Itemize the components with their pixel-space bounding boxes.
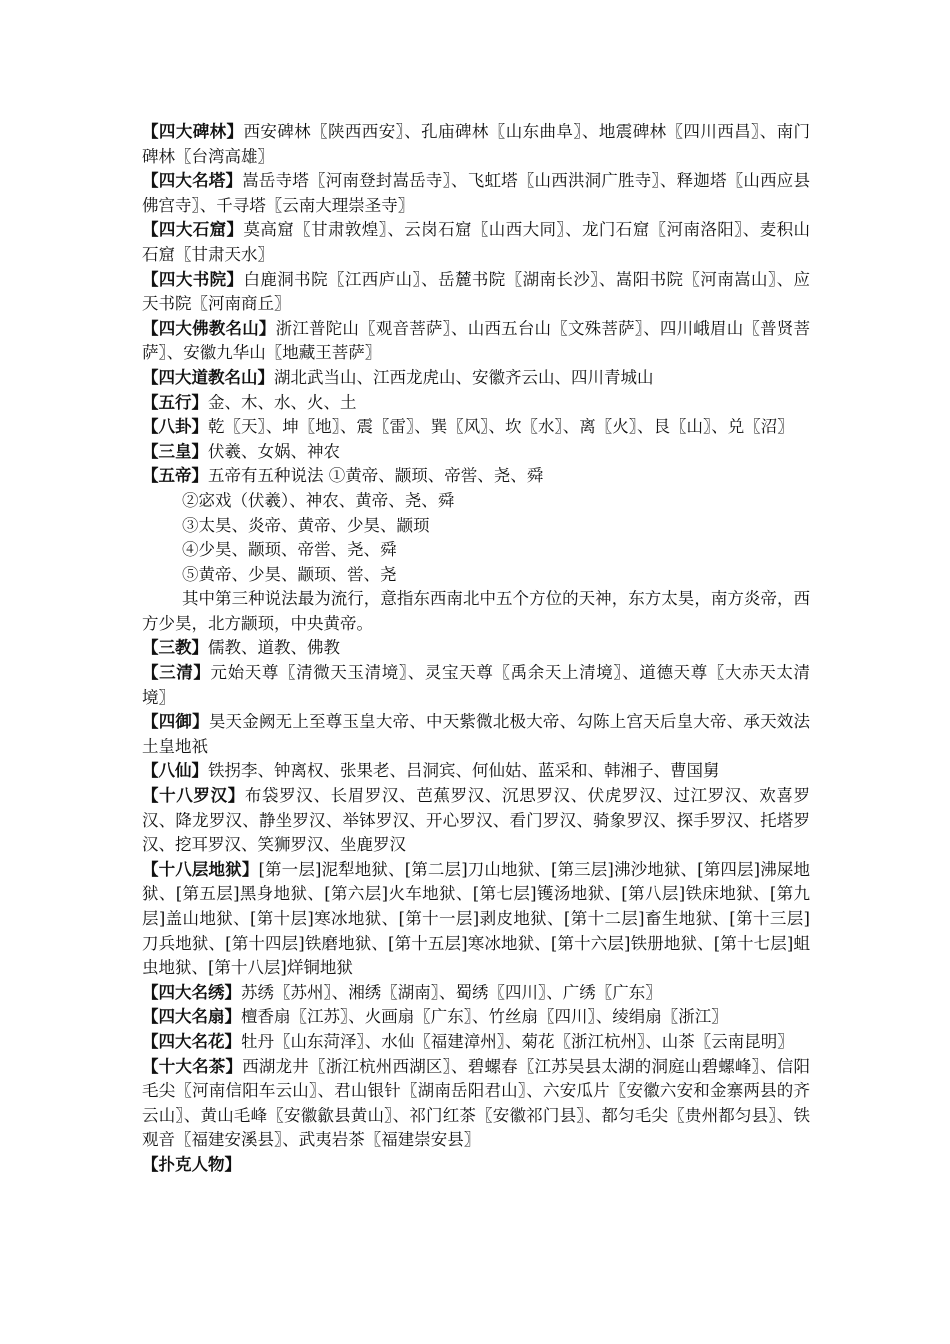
entry-five-emperors [142, 464, 810, 489]
entry-title: 【四大名花】 [142, 1031, 241, 1051]
entry-three-pure-ones [142, 661, 810, 710]
entry-text: 布袋罗汉、长眉罗汉、芭蕉罗汉、沉思罗汉、伏虎罗汉、过江罗汉、欢喜罗汉、降龙罗汉、静坐罗汉、举钵罗汉、开心罗汉、看门罗汉、骑象罗汉、探手罗汉、托塔罗汉、挖耳罗汉、笑狮罗汉、坐鹿罗汉 [142, 786, 811, 855]
entry-eight-immortals [142, 759, 810, 784]
entry-text: 金、木、水、火、土 [208, 392, 357, 412]
entry-text: 伏羲、女娲、神农 [208, 441, 340, 461]
five-emperors-version-4: ④少昊、颛顼、帝喾、尧、舜 [182, 540, 397, 560]
five-emperors-version-2: ②宓戏（伏羲）、神农、黄帝、尧、舜 [182, 490, 455, 510]
entry-text: 乾〖天〗、坤〖地〗、震〖雷〗、巽〖风〗、坎〖水〗、离〖火〗、艮〖山〗、兑〖沼〗 [208, 417, 794, 437]
entry-text: 莫高窟〖甘肃敦煌〗、云岗石窟〖山西大同〗、龙门石窟〖河南洛阳〗、麦积山石窟〖甘肃天水〗 [142, 220, 810, 264]
entry-four-sovereigns [142, 710, 810, 759]
entry-title: 【三教】 [142, 638, 208, 658]
entry-text: 苏绣〖苏州〗、湘绣〖湖南〗、蜀绣〖四川〗、广绣〖广东〗 [241, 982, 662, 1002]
entry-title: 【五帝】 [142, 466, 208, 486]
entry-three-teachings [142, 636, 810, 661]
entry-four-fans [142, 1005, 810, 1030]
entry-title: 【五行】 [142, 392, 208, 412]
entry-buddhist-mountains [142, 317, 810, 366]
entry-text: 昊天金阙无上至尊玉皇大帝、中天紫微北极大帝、勾陈上宫天后皇大帝、承天效法土皇地祇 [142, 712, 811, 756]
entry-ten-teas [142, 1055, 810, 1153]
entry-four-embroideries [142, 981, 810, 1006]
entry-title: 【三清】 [142, 663, 211, 683]
entry-four-grottoes [142, 218, 810, 267]
entry-poker-figures [142, 1153, 810, 1178]
entry-title: 【三皇】 [142, 441, 208, 461]
entry-five-elements [142, 391, 810, 416]
entry-text: 湖北武当山、江西龙虎山、安徽齐云山、四川青城山 [274, 367, 654, 387]
entry-title: 【四大石窟】 [142, 220, 244, 240]
five-emperors-note: 其中第三种说法最为流行，意指东西南北中五个方位的天神，东方太昊，南方炎帝，西方少昊，北方颛顼，中央黄帝。 [142, 589, 810, 633]
document-body [142, 120, 810, 1178]
entry-four-flowers [142, 1030, 810, 1055]
entry-three-sovereigns [142, 440, 810, 465]
entry-title: 【四御】 [142, 712, 209, 732]
entry-title: 【四大名塔】 [142, 171, 243, 191]
entry-four-steles [142, 120, 810, 169]
entry-title: 【四大碑林】 [142, 122, 244, 141]
five-emperors-version-3: ③太昊、炎帝、黄帝、少昊、颛顼 [182, 515, 430, 535]
entry-text: 儒教、道教、佛教 [208, 638, 340, 658]
entry-eighteen-arhats [142, 784, 810, 858]
entry-text: [第一层]泥犁地狱、[第二层]刀山地狱、[第三层]沸沙地狱、[第四层]沸屎地狱、[第五层]黑身地狱、[第六层]火车地狱、[第七层]镬汤地狱、[第八层]铁床地狱、[第九层]盖山地狱、[第十层]寒冰地狱、[第十一层]剥皮地狱、[第十二层]畜生地狱、[第十三层]刀兵地狱、[第十四层]铁磨地狱、[第十五层]寒冰地狱、[第十六层]铁册地狱、[第十七层]蛆虫地狱、[第十八层]烊铜地狱 [142, 859, 811, 978]
entry-title: 【四大名绣】 [142, 982, 241, 1002]
entry-text: 嵩岳寺塔〖河南登封嵩岳寺〗、飞虹塔〖山西洪洞广胜寺〗、释迦塔〖山西应县佛宫寺〗、千寻塔〖云南大理崇圣寺〗 [142, 171, 811, 215]
entry-title: 【十八罗汉】 [142, 786, 245, 806]
entry-title: 【扑克人物】 [142, 1154, 241, 1174]
entry-text: 浙江普陀山〖观音菩萨〗、山西五台山〖文殊菩萨〗、四川峨眉山〖普贤菩萨〗、安徽九华山〖地藏王菩萨〗 [142, 318, 811, 363]
entry-text: 元始天尊〖清微天玉清境〗、灵宝天尊〖禹余天上清境〗、道德天尊〖大赤天太清境〗 [142, 663, 811, 707]
entry-title: 【八仙】 [142, 761, 208, 781]
entry-title: 【四大道教名山】 [142, 367, 274, 387]
entry-text: 西湖龙井〖浙江杭州西湖区〗、碧螺春〖江苏吴县太湖的洞庭山碧螺峰〗、信阳毛尖〖河南信阳车云山〗、君山银针〖湖南岳阳君山〗、六安瓜片〖安徽六安和金寨两县的齐云山〗、黄山毛峰〖安徽歙县黄山〗、祁门红茶〖安徽祁门县〗、都匀毛尖〖贵州都匀县〗、铁观音〖福建安溪县〗、武夷岩茶〖福建崇安县〗 [142, 1056, 811, 1150]
entry-text: 檀香扇〖江苏〗、火画扇〖广东〗、竹丝扇〖四川〗、绫绢扇〖浙江〗 [241, 1007, 728, 1027]
entry-text: 白鹿洞书院〖江西庐山〗、岳麓书院〖湖南长沙〗、嵩阳书院〖河南嵩山〗、应天书院〖河南商丘〗 [142, 269, 810, 314]
entry-title: 【十大名茶】 [142, 1056, 243, 1076]
entry-title: 【十八层地狱】 [142, 859, 259, 879]
entry-text: 牡丹〖山东菏泽〗、水仙〖福建漳州〗、菊花〖浙江杭州〗、山茶〖云南昆明〗 [241, 1031, 794, 1051]
five-emperors-version-5: ⑤黄帝、少昊、颛顼、喾、尧 [182, 564, 397, 584]
entry-title: 【四大名扇】 [142, 1007, 241, 1027]
entry-eight-trigrams [142, 415, 810, 440]
entry-title: 【四大书院】 [142, 269, 244, 289]
entry-four-pagodas [142, 169, 810, 218]
entry-four-academies [142, 268, 810, 317]
entry-text: 五帝有五种说法 ①黄帝、颛顼、帝喾、尧、舜 [208, 466, 544, 486]
entry-text: 西安碑林〖陕西西安〗、孔庙碑林〖山东曲阜〗、地震碑林〖四川西昌〗、南门碑林〖台湾高雄〗 [142, 122, 810, 166]
entry-taoist-mountains [142, 366, 810, 391]
entry-text: 铁拐李、钟离权、张果老、吕洞宾、何仙姑、蓝采和、韩湘子、曹国舅 [208, 761, 720, 781]
entry-title: 【四大佛教名山】 [142, 318, 276, 338]
entry-eighteen-hells [142, 858, 810, 981]
entry-title: 【八卦】 [142, 417, 208, 437]
